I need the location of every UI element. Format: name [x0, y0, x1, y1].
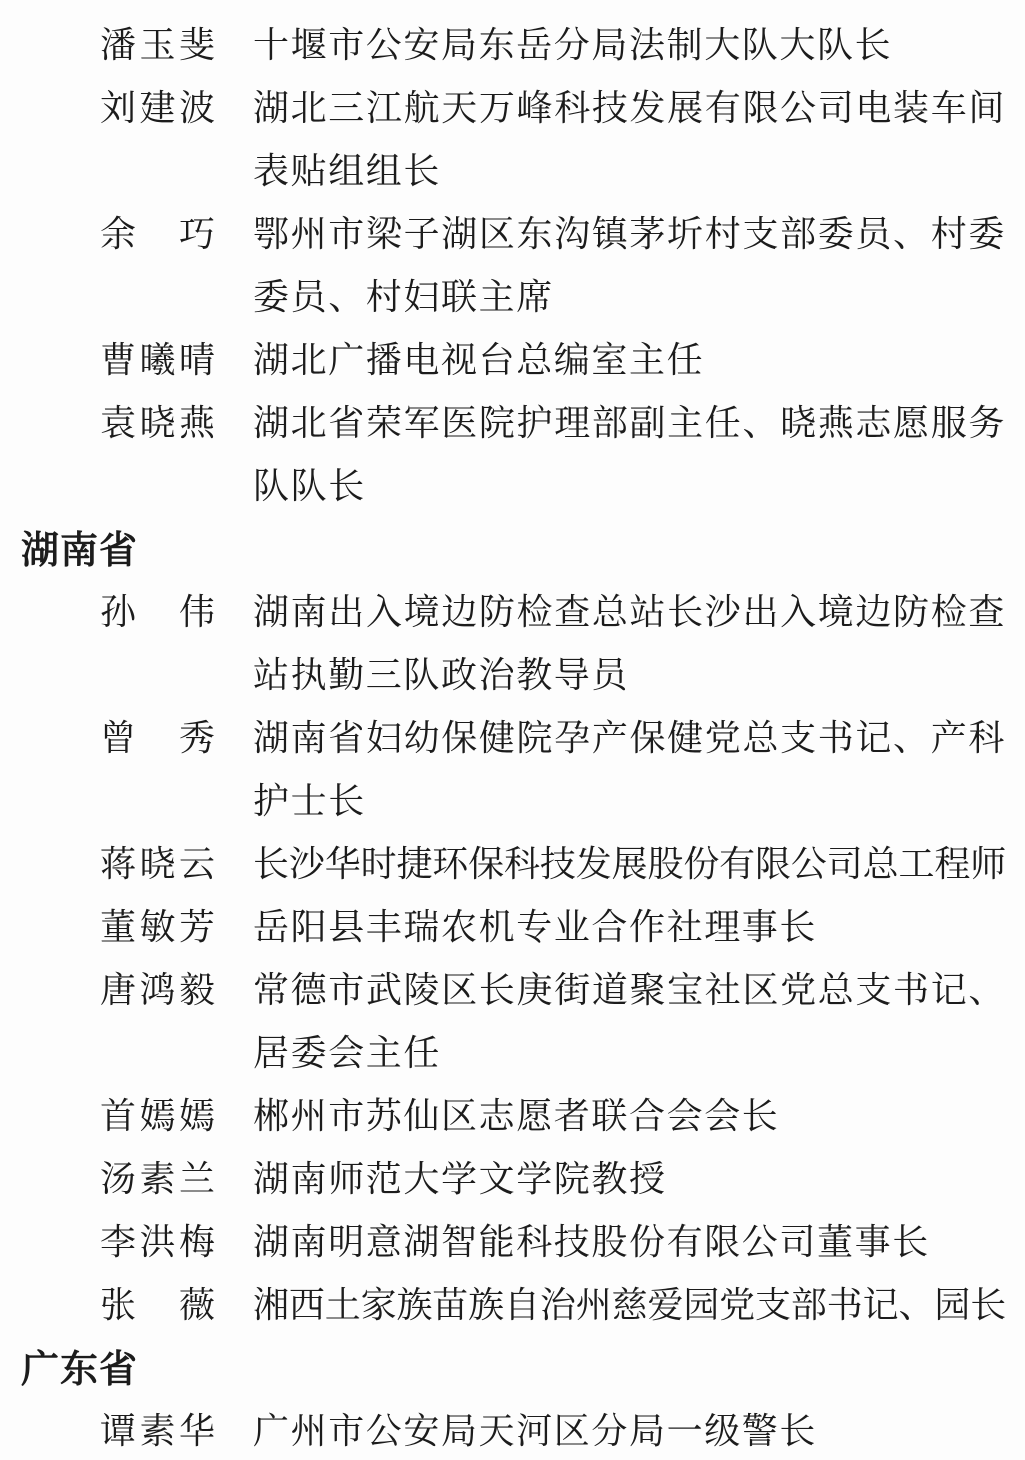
person-position — [253, 11, 892, 74]
person-position — [253, 704, 1006, 830]
name-char: 嫣 — [178, 1096, 215, 1136]
person-name — [100, 326, 215, 389]
awardee-entry — [0, 578, 1025, 704]
name-char: 敏 — [139, 907, 176, 947]
awardee-entry — [0, 326, 1025, 389]
position-line: 湖北三江航天万峰科技发展有限公司电装车间 — [253, 88, 1007, 128]
province-header: 湖南省 — [21, 530, 139, 572]
person-position — [253, 578, 1006, 704]
name-char: 首 — [100, 1096, 137, 1136]
position-line: 十堰市公安局东岳分局法制大队大队长 — [253, 25, 893, 65]
awardee-entry — [0, 1208, 1025, 1271]
awardee-entry — [0, 200, 1025, 326]
name-char: 巧 — [178, 214, 215, 254]
name-char: 晓 — [139, 844, 176, 884]
awardee-entry — [0, 389, 1025, 515]
name-char: 董 — [100, 907, 137, 947]
awardee-entry — [0, 11, 1025, 74]
position-line: 站执勤三队政治教导员 — [253, 655, 630, 695]
name-char: 刘 — [100, 88, 137, 128]
name-char: 建 — [139, 88, 176, 128]
position-line: 护士长 — [253, 781, 366, 821]
person-name — [100, 830, 215, 893]
position-line: 湖南省妇幼保健院孕产保健党总支书记、产科 — [253, 718, 1007, 758]
name-char: 曦 — [139, 340, 176, 380]
name-char: 余 — [100, 214, 137, 254]
person-position — [253, 1271, 1006, 1334]
name-char: 斐 — [178, 25, 215, 65]
person-position — [253, 1397, 817, 1460]
position-line: 湖北省荣军医院护理部副主任、晓燕志愿服务 — [253, 403, 1007, 443]
person-name — [100, 893, 215, 956]
name-char: 孙 — [100, 592, 137, 632]
person-name — [100, 1397, 215, 1460]
person-position — [253, 389, 1006, 515]
position-line: 湖南师范大学文学院教授 — [253, 1159, 667, 1199]
name-char: 晴 — [178, 340, 215, 380]
position-line: 表贴组组长 — [253, 151, 442, 191]
name-char: 秀 — [178, 718, 215, 758]
person-position — [253, 1145, 667, 1208]
position-line: 常德市武陵区长庚街道聚宝社区党总支书记、 — [253, 970, 1007, 1010]
position-line: 委员、村妇联主席 — [253, 277, 554, 317]
person-name — [100, 956, 215, 1019]
name-char: 嫣 — [139, 1096, 176, 1136]
person-name — [100, 704, 215, 767]
person-name — [100, 200, 215, 263]
person-position — [253, 326, 704, 389]
position-line: 湘西土家族苗族自治州慈爱园党支部书记、园长 — [253, 1285, 1007, 1325]
person-position — [253, 956, 1006, 1082]
person-position — [253, 1082, 779, 1145]
position-line: 湖南出入境边防检查总站长沙出入境边防检查 — [253, 592, 1007, 632]
name-char: 曹 — [100, 340, 137, 380]
awardee-entry — [0, 1082, 1025, 1145]
name-char: 薇 — [178, 1285, 215, 1325]
person-name — [100, 1271, 215, 1334]
name-char: 兰 — [178, 1159, 215, 1199]
name-char: 李 — [100, 1222, 137, 1262]
name-char: 华 — [178, 1411, 215, 1451]
person-name — [100, 1082, 215, 1145]
name-char: 云 — [178, 844, 215, 884]
awardee-entry — [0, 1397, 1025, 1460]
name-char: 张 — [100, 1285, 137, 1325]
province-header: 广东省 — [21, 1349, 139, 1391]
name-char: 汤 — [100, 1159, 137, 1199]
name-char: 燕 — [178, 403, 215, 443]
awardee-entry — [0, 893, 1025, 956]
position-line: 湖北广播电视台总编室主任 — [253, 340, 705, 380]
person-position — [253, 893, 817, 956]
position-line: 队队长 — [253, 466, 366, 506]
position-line: 岳阳县丰瑞农机专业合作社理事长 — [253, 907, 818, 947]
name-char: 唐 — [100, 970, 137, 1010]
awardee-entry — [0, 1145, 1025, 1208]
position-line: 鄂州市梁子湖区东沟镇茅圻村支部委员、村委 — [253, 214, 1007, 254]
person-position — [253, 830, 1006, 893]
name-char: 鸿 — [139, 970, 176, 1010]
name-char: 曾 — [100, 718, 137, 758]
name-char: 袁 — [100, 403, 137, 443]
name-char: 伟 — [178, 592, 215, 632]
name-char: 晓 — [139, 403, 176, 443]
name-char: 潘 — [100, 25, 137, 65]
awardee-entry — [0, 704, 1025, 830]
name-char: 蒋 — [100, 844, 137, 884]
person-position — [253, 200, 1006, 326]
person-name — [100, 389, 215, 452]
awardee-entry — [0, 74, 1025, 200]
name-char: 玉 — [139, 25, 176, 65]
person-name — [100, 1145, 215, 1208]
person-name — [100, 74, 215, 137]
name-char: 素 — [139, 1159, 176, 1199]
name-char: 波 — [178, 88, 215, 128]
person-name — [100, 1208, 215, 1271]
awardee-entry — [0, 956, 1025, 1082]
person-name — [100, 578, 215, 641]
name-char: 谭 — [100, 1411, 137, 1451]
name-char: 芳 — [178, 907, 215, 947]
person-name — [100, 11, 215, 74]
name-char: 素 — [139, 1411, 176, 1451]
position-line: 长沙华时捷环保科技发展股份有限公司总工程师 — [253, 844, 1007, 884]
name-char: 梅 — [178, 1222, 215, 1262]
person-position — [253, 74, 1006, 200]
name-char: 洪 — [139, 1222, 176, 1262]
name-char: 毅 — [178, 970, 215, 1010]
position-line: 广州市公安局天河区分局一级警长 — [253, 1411, 818, 1451]
person-position — [253, 1208, 930, 1271]
awardee-entry — [0, 830, 1025, 893]
position-line: 居委会主任 — [253, 1033, 442, 1073]
position-line: 郴州市苏仙区志愿者联合会会长 — [253, 1096, 780, 1136]
position-line: 湖南明意湖智能科技股份有限公司董事长 — [253, 1222, 930, 1262]
awardee-entry — [0, 1271, 1025, 1334]
